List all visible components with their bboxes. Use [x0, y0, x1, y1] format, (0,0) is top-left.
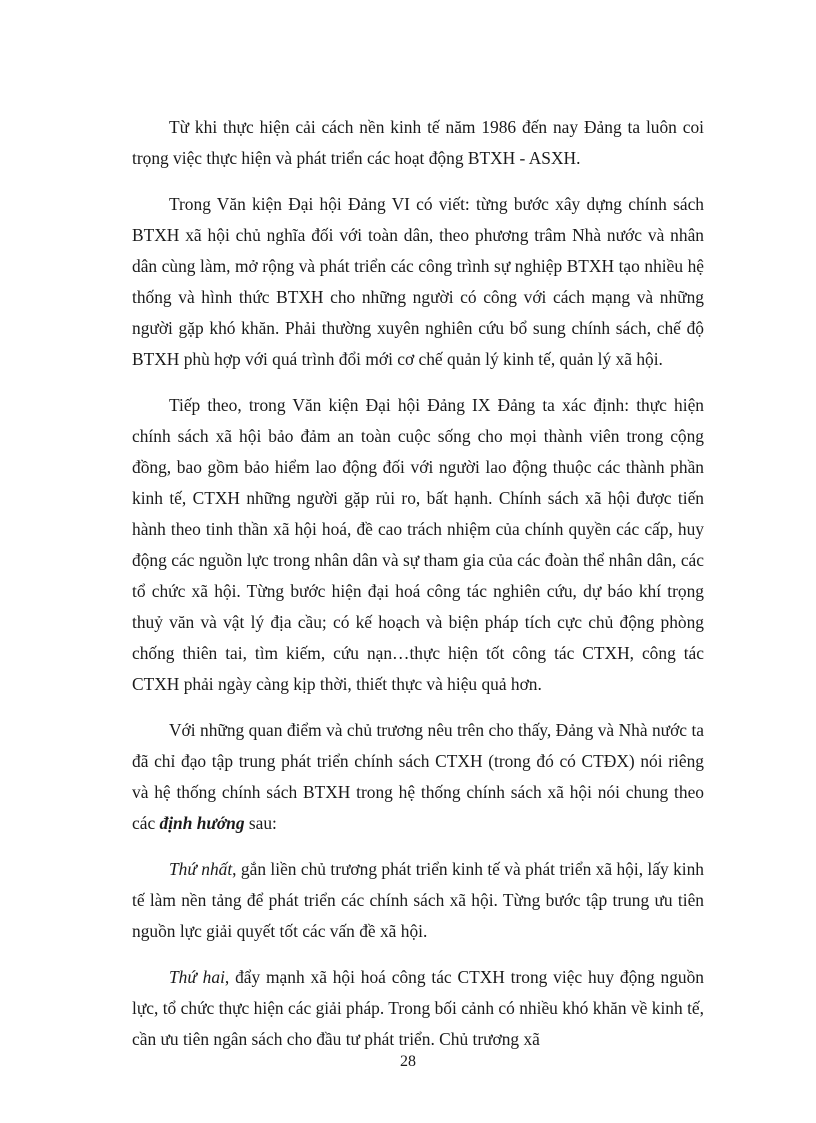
paragraph-3-text: Tiếp theo, trong Văn kiện Đại hội Đảng IX Đảng ta xác định: thực hiện chính sách xã hội bảo đảm an toàn cuộc sống cho mọi thành viên trong cộng đồng, bao gồm bảo hiểm lao động đối với người lao động thuộc các thành phần kinh tế, CTXH những người gặp rủi ro, bất hạnh. Chính sách xã hội được tiến hành theo tinh thần xã hội hoá, đề cao trách nhiệm của chính quyền các cấp, huy động các nguồn lực trong nhân dân và sự tham gia của các đoàn thể nhân dân, các tổ chức xã hội. Từng bước hiện đại hoá công tác nghiên cứu, dự báo khí trọng thuỷ văn và vật lý địa cầu; có kế hoạch và biện pháp tích cực chủ động phòng chống thiên tai, tìm kiếm, cứu nạn…thực hiện tốt công tác CTXH, công tác CTXH phải ngày càng kịp thời, thiết thực và hiệu quả hơn. — [132, 395, 704, 694]
paragraph-6-text: , đẩy mạnh xã hội hoá công tác CTXH trong việc huy động nguồn lực, tổ chức thực hiện các giải pháp. Trong bối cảnh có nhiều khó khăn về kinh tế, cần ưu tiên ngân sách cho đầu tư phát triển. Chủ trương xã — [132, 967, 704, 1049]
paragraph-4-text-end: sau: — [244, 813, 277, 833]
paragraph-1 — [132, 112, 704, 174]
paragraph-6-lead: Thứ hai — [169, 967, 225, 987]
body-text — [132, 112, 704, 1055]
paragraph-4-text-start: Với những quan điểm và chủ trương nêu trên cho thấy, Đảng và Nhà nước ta đã chỉ đạo tập trung phát triển chính sách CTXH (trong đó có CTĐX) nói riêng và hệ thống chính sách BTXH trong hệ thống chính sách xã hội nói chung theo các — [132, 720, 704, 833]
paragraph-5 — [132, 854, 704, 947]
paragraph-4 — [132, 715, 704, 839]
paragraph-5-lead: Thứ nhất — [169, 859, 233, 879]
paragraph-1-text: Từ khi thực hiện cải cách nền kinh tế năm 1986 đến nay Đảng ta luôn coi trọng việc thực hiện và phát triển các hoạt động BTXH - ASXH. — [132, 117, 704, 168]
paragraph-2 — [132, 189, 704, 375]
paragraph-4-emphasis: định hướng — [159, 813, 245, 833]
paragraph-6 — [132, 962, 704, 1055]
paragraph-5-text: , gắn liền chủ trương phát triển kinh tế và phát triển xã hội, lấy kinh tế làm nền tảng để phát triển các chính sách xã hội. Từng bước tập trung ưu tiên nguồn lực giải quyết tốt các vấn đề xã hội. — [132, 859, 704, 941]
paragraph-3 — [132, 390, 704, 700]
paragraph-2-text: Trong Văn kiện Đại hội Đảng VI có viết: từng bước xây dựng chính sách BTXH xã hội chủ nghĩa đối với toàn dân, theo phương trâm Nhà nước và nhân dân cùng làm, mở rộng và phát triển các công trình sự nghiệp BTXH tạo nhiều hệ thống và hình thức BTXH cho những người có công với cách mạng và những người gặp khó khăn. Phải thường xuyên nghiên cứu bổ sung chính sách, chế độ BTXH phù hợp với quá trình đổi mới cơ chế quản lý kinh tế, quản lý xã hội. — [132, 194, 704, 369]
page-number: 28 — [400, 1053, 416, 1070]
